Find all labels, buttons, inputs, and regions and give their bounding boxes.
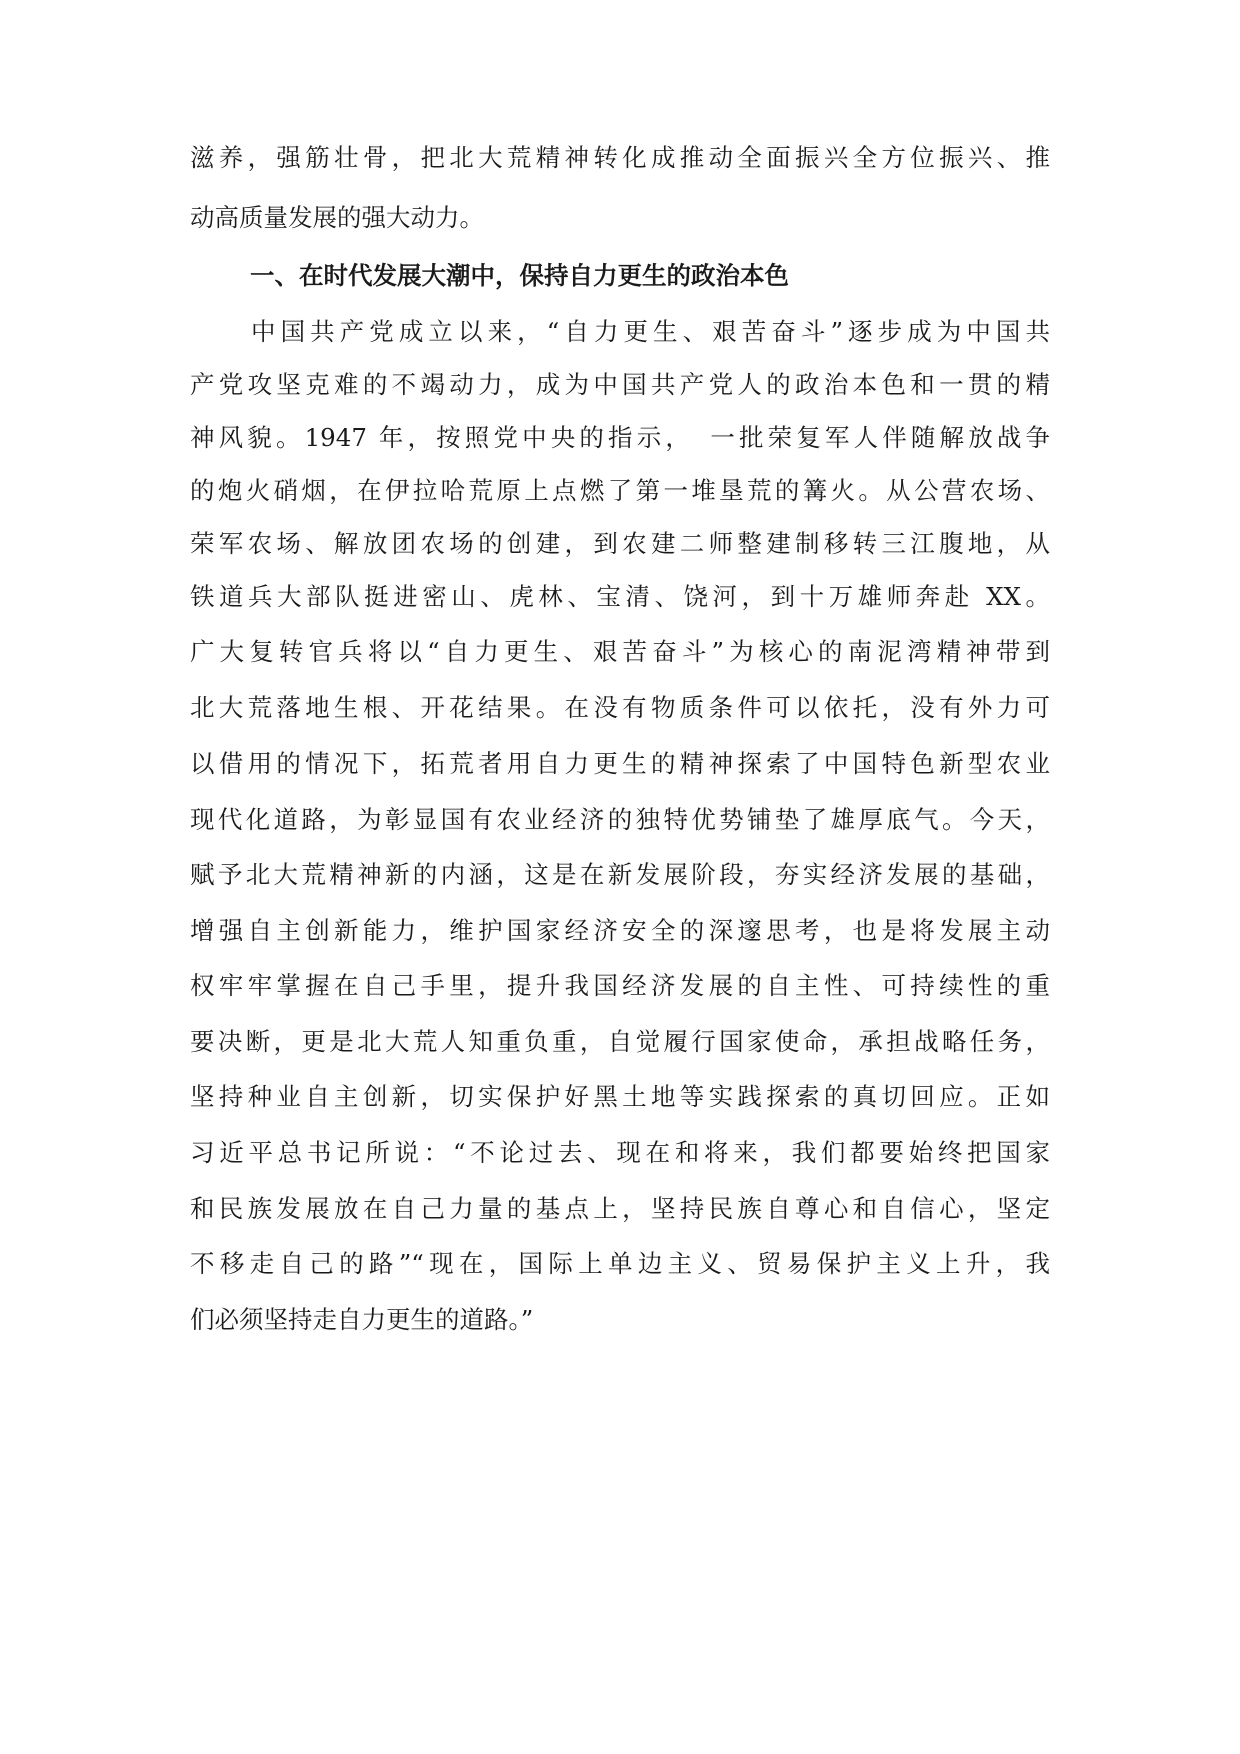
paragraph-line-16: 习近平总书记所说：“不论过去、现在和将来，我们都要始终把国家 xyxy=(190,1138,1050,1167)
paragraph-line-7: 广大复转官兵将以“自力更生、艰苦奋斗”为核心的南泥湾精神带到 xyxy=(190,637,1050,666)
paragraph-line-15: 坚持种业自主创新，切实保护好黑土地等实践探索的真切回应。正如 xyxy=(190,1082,1050,1111)
paragraph-line-5: 荣军农场、解放团农场的创建，到农建二师整建制移转三江腹地，从 xyxy=(190,529,1050,558)
continuation-line-1: 滋养，强筋壮骨，把北大荒精神转化成推动全面振兴全方位振兴、推 xyxy=(190,143,1050,172)
paragraph-line-10: 现代化道路，为彰显国有农业经济的独特优势铺垫了雄厚底气。今天， xyxy=(190,805,1050,834)
paragraph-line-12: 增强自主创新能力，维护国家经济安全的深邃思考，也是将发展主动 xyxy=(190,916,1050,945)
paragraph-line-6: 铁道兵大部队挺进密山、虎林、宝清、饶河，到十万雄师奔赴 XX。 xyxy=(190,582,1050,611)
section-heading: 一、在时代发展大潮中，保持自力更生的政治本色 xyxy=(250,261,789,290)
paragraph-line-8: 北大荒落地生根、开花结果。在没有物质条件可以依托，没有外力可 xyxy=(190,693,1050,722)
paragraph-line-11: 赋予北大荒精神新的内涵，这是在新发展阶段，夯实经济发展的基础， xyxy=(190,860,1050,889)
paragraph-line-3: 神风貌。1947 年，按照党中央的指示， 一批荣复军人伴随解放战争 xyxy=(190,423,1050,452)
paragraph-line-18: 不移走自己的路”“现在，国际上单边主义、贸易保护主义上升，我 xyxy=(190,1249,1050,1278)
paragraph-line-17: 和民族发展放在自己力量的基点上，坚持民族自尊心和自信心，坚定 xyxy=(190,1194,1050,1223)
paragraph-line-19: 们必须坚持走自力更生的道路。” xyxy=(190,1305,534,1334)
paragraph-line-13: 权牢牢掌握在自己手里，提升我国经济发展的自主性、可持续性的重 xyxy=(190,971,1050,1000)
continuation-line-2: 动高质量发展的强大动力。 xyxy=(190,203,484,232)
paragraph-line-2: 产党攻坚克难的不竭动力，成为中国共产党人的政治本色和一贯的精 xyxy=(190,370,1050,399)
paragraph-line-1: 中国共产党成立以来，“自力更生、艰苦奋斗”逐步成为中国共 xyxy=(251,317,1050,346)
paragraph-line-14: 要决断，更是北大荒人知重负重，自觉履行国家使命，承担战略任务， xyxy=(190,1027,1050,1056)
paragraph-line-4: 的炮火硝烟，在伊拉哈荒原上点燃了第一堆垦荒的篝火。从公营农场、 xyxy=(190,476,1050,505)
paragraph-line-9: 以借用的情况下，拓荒者用自力更生的精神探索了中国特色新型农业 xyxy=(190,749,1050,778)
